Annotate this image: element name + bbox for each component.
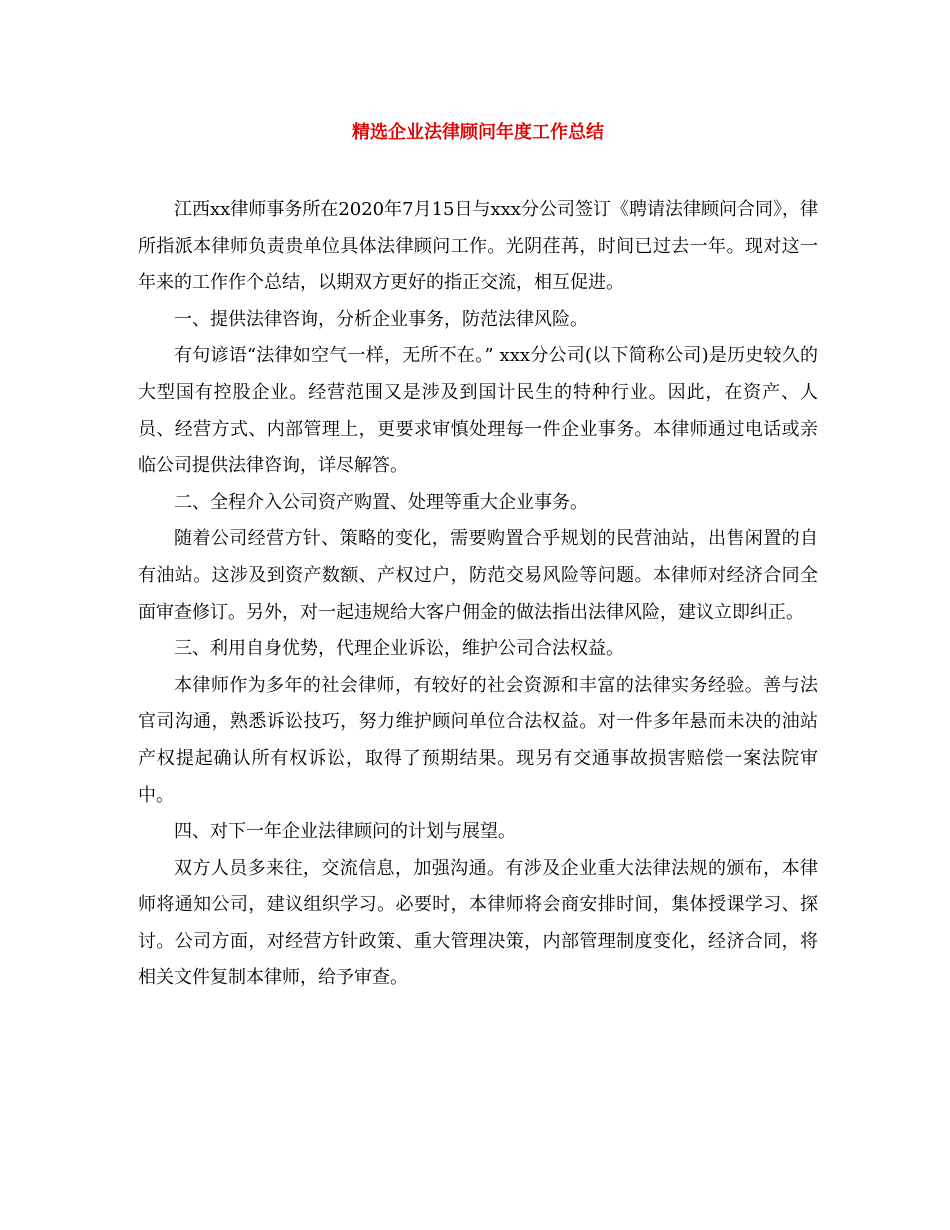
document-title: 精选企业法律顾问年度工作总结 [352, 122, 604, 143]
document-page [138, 118, 818, 997]
paragraph-section-3: 本律师作为多年的社会律师，有较好的社会资源和丰富的法律实务经验。善与法官司沟通，熟悉诉讼技巧，努力维护顾问单位合法权益。对一件多年悬而未决的油站产权提起确认所有权诉讼，取得了预期结果。现另有交通事故损害赔偿一案法院审中。 [138, 674, 818, 806]
paragraph-intro: 江西xx律师事务所在2020年7月15日与xxx分公司签订《聘请法律顾问合同》，律所指派本律师负责贵单位具体法律顾问工作。光阴荏苒，时间已过去一年。现对这一年来的工作作个总结，以期双方更好的指正交流，相互促进。 [138, 199, 818, 294]
document-body [138, 192, 818, 997]
section-heading-4: 四、对下一年企业法律顾问的计划与展望。 [174, 821, 516, 843]
section-heading-3: 三、利用自身优势，代理企业诉讼，维护公司合法权益。 [174, 638, 624, 660]
section-heading-2: 二、全程介入公司资产购置、处理等重大企业事务。 [174, 491, 588, 513]
paragraph-section-2: 随着公司经营方针、策略的变化，需要购置合乎规划的民营油站，出售闲置的自有油站。这涉及到资产数额、产权过户，防范交易风险等问题。本律师对经济合同全面审查修订。另外，对一起违规给大客户佣金的做法指出法律风险，建议立即纠正。 [138, 528, 818, 623]
section-heading-1: 一、提供法律咨询，分析企业事务，防范法律风险。 [174, 308, 588, 330]
paragraph-section-4: 双方人员多来往，交流信息，加强沟通。有涉及企业重大法律法规的颁布，本律师将通知公司，建议组织学习。必要时，本律师将会商安排时间，集体授课学习、探讨。公司方面，对经营方针政策、重大管理决策，内部管理制度变化，经济合同，将相关文件复制本律师，给予审查。 [138, 857, 818, 989]
paragraph-section-1: 有句谚语“法律如空气一样，无所不在。” xxx分公司(以下简称公司)是历史较久的大型国有控股企业。经营范围又是涉及到国计民生的特种行业。因此，在资产、人员、经营方式、内部管理上，更要求审慎处理每一件企业事务。本律师通过电话或亲临公司提供法律咨询，详尽解答。 [138, 345, 818, 477]
